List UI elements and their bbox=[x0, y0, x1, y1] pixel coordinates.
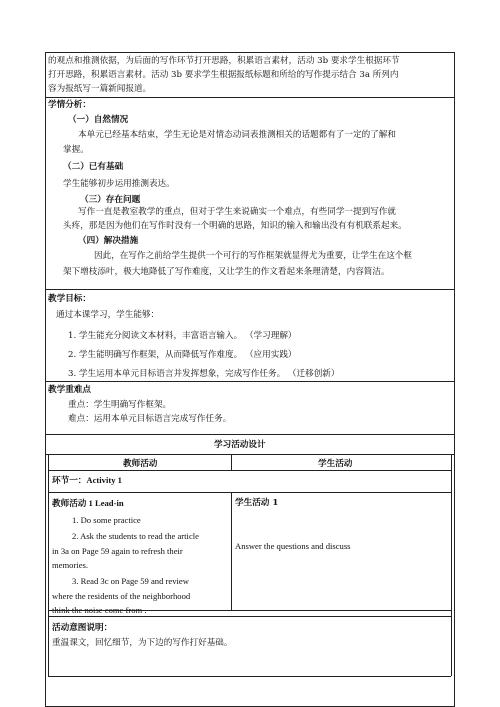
objective-item: 2. 学生能明确写作框架，从而降低写作难度。 （应用实践） bbox=[68, 350, 297, 360]
inner-left-border bbox=[48, 455, 49, 676]
situation-heading: 学情分析： bbox=[48, 100, 91, 110]
divider bbox=[45, 289, 455, 290]
divider bbox=[45, 454, 455, 455]
objective-item: 3. 学生运用本单元目标语言并发挥想象，完成写作任务。 （迁移创新） bbox=[68, 369, 340, 379]
divider bbox=[48, 616, 451, 617]
column-divider bbox=[231, 493, 232, 610]
design-title: 学习活动设计 bbox=[214, 440, 266, 450]
situation-s3-line1: 写作一直是教室教学的重点，但对于学生来说确实一个难点，有些同学一提到写作就 bbox=[78, 207, 396, 217]
teacher-line: in 3a on Page 59 again to refresh their bbox=[52, 546, 183, 556]
situation-s3-title: （三）存在问题 bbox=[80, 195, 141, 205]
teacher-line: where the residents of the neighborhood bbox=[52, 591, 191, 601]
situation-s1-line1: 本单元已经基本结束，学生无论是对情态动词表推测相关的话题都有了一定的了解和 bbox=[78, 130, 396, 140]
situation-s2-title: （二）已有基础 bbox=[63, 162, 124, 172]
objectives-intro: 通过本课学习，学生能够： bbox=[56, 310, 160, 320]
situation-s4-line2: 架下增枝添叶，极大地降低了写作难度，又让学生的作文看起来条理清楚，内容简洁。 bbox=[63, 267, 390, 277]
keypoint-key: 重点：学生明确写作框架。 bbox=[68, 400, 172, 410]
situation-s3-line2: 头疼，那是因为他们在写作时没有一个明确的思路，知识的输入和输出没有有机联系起来。 bbox=[63, 221, 407, 231]
col-student-header: 学生活动 bbox=[318, 459, 353, 469]
divider bbox=[48, 676, 451, 677]
objectives-heading: 教学目标： bbox=[48, 294, 91, 304]
teacher-line: 2. Ask the students to read the article bbox=[72, 531, 199, 541]
divider bbox=[48, 470, 451, 471]
inner-right-border bbox=[451, 455, 452, 676]
keypoints-heading: 教学重难点 bbox=[48, 385, 91, 395]
situation-s2-line1: 学生能够初步运用推测表达。 bbox=[63, 179, 175, 189]
intent-line: 重温课文，回忆细节，为下边的写作打好基础。 bbox=[52, 638, 233, 648]
column-divider bbox=[231, 455, 232, 470]
intro-line-3: 容为报纸写一篇新闻报道。 bbox=[48, 84, 152, 94]
keypoint-difficult: 难点：运用本单元目标语言完成写作任务。 bbox=[68, 414, 232, 424]
situation-s1-title: （一）自然情况 bbox=[68, 115, 129, 125]
section-activity-1: 环节一：Activity 1 bbox=[52, 475, 122, 485]
intro-line-1: 的观点和推测依据，为后面的写作环节打开思路，积累语言素材，活动 3b 要求学生根据环节 bbox=[48, 56, 400, 66]
situation-s4-title: （四）解决措施 bbox=[78, 236, 139, 246]
intent-heading: 活动意图说明： bbox=[52, 623, 113, 633]
teacher-line: 3. Read 3c on Page 59 and review bbox=[72, 576, 189, 586]
objective-item: 1. 学生能充分阅读文本材料，丰富语言输入。 （学习理解） bbox=[68, 331, 297, 341]
divider bbox=[48, 492, 451, 493]
divider bbox=[45, 97, 455, 98]
teacher-line: think the noise come from . bbox=[52, 605, 147, 615]
teacher-activity-title: 教师活动 1 Lead-in bbox=[52, 498, 124, 508]
divider bbox=[45, 434, 455, 435]
student-line: Answer the questions and discuss bbox=[235, 541, 351, 551]
divider bbox=[48, 610, 451, 611]
student-activity-title: 学生活动 1 bbox=[235, 498, 279, 508]
divider bbox=[45, 381, 455, 382]
situation-s4-line1: 因此，在写作之前给学生提供一个可行的写作框架就显得尤为重要，让学生在这个框 bbox=[94, 251, 412, 261]
situation-s1-line2: 掌握。 bbox=[63, 145, 89, 155]
intro-line-2: 打开思路，积累语言素材。活动 3b 要求学生根据报纸标题和所给的写作提示结合 3a 所列内 bbox=[48, 70, 399, 80]
teacher-line: memories. bbox=[52, 560, 89, 570]
teacher-line: 1. Do some practice bbox=[72, 515, 141, 525]
col-teacher-header: 教师活动 bbox=[123, 459, 158, 469]
